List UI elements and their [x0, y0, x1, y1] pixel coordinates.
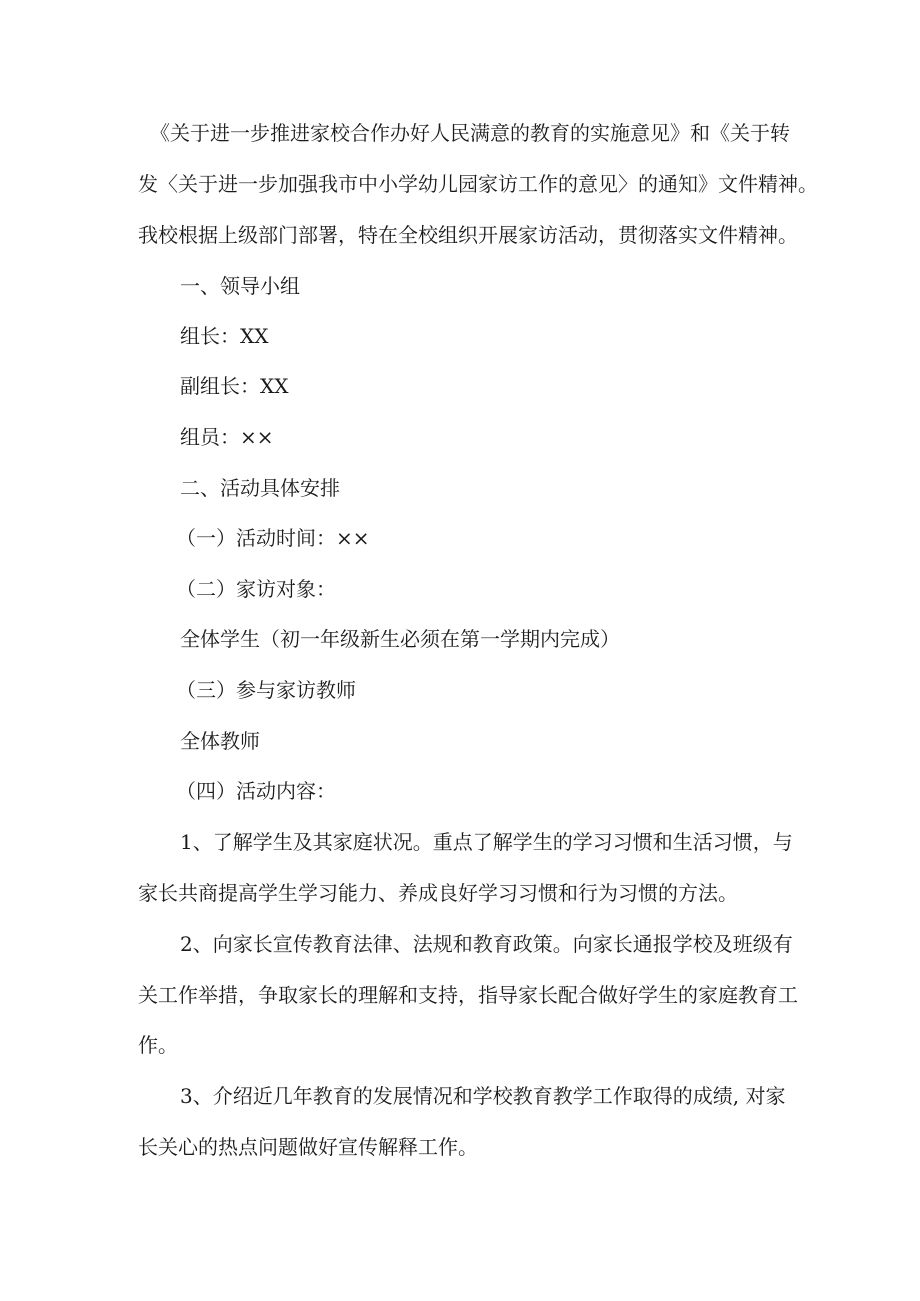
leader-line: 组长：XX [180, 324, 269, 348]
teachers-heading: （三）参与家访教师 [176, 678, 356, 702]
item1-line-1: 1、了解学生及其家庭状况。重点了解学生的学习习惯和生活习惯，与 [180, 830, 793, 854]
deputy-leader-line: 副组长：XX [180, 374, 289, 398]
section-heading-leadership: 一、领导小组 [180, 274, 300, 298]
item2-line-2: 关工作举措，争取家长的理解和支持，指导家长配合做好学生的家庭教育工 [138, 983, 798, 1007]
item3-line-1: 3、介绍近几年教育的发展情况和学校教育教学工作取得的成绩, 对家 [180, 1084, 786, 1108]
item1-line-2: 家长共商提高学生学习能力、养成良好学习习惯和行为习惯的方法。 [138, 881, 738, 905]
item2-line-1: 2、向家长宣传教育法律、法规和教育政策。向家长通报学校及班级有 [180, 932, 793, 956]
activity-time-line: （一）活动时间：×× [176, 526, 370, 550]
activity-content-heading: （四）活动内容： [176, 779, 336, 803]
intro-line-2: 发〈关于进一步加强我市中小学幼儿园家访工作的意见〉的通知》文件精神。 [138, 172, 818, 196]
intro-line-3: 我校根据上级部门部署，特在全校组织开展家访活动，贯彻落实文件精神。 [138, 223, 798, 247]
section-heading-arrangement: 二、活动具体安排 [180, 476, 340, 500]
item3-line-2: 长关心的热点问题做好宣传解释工作。 [138, 1135, 478, 1159]
visit-target-line: 全体学生（初一年级新生必须在第一学期内完成） [180, 627, 620, 651]
item2-line-3: 作。 [138, 1033, 178, 1057]
members-line: 组员：×× [180, 425, 274, 449]
visit-target-heading: （二）家访对象： [176, 577, 336, 601]
teachers-line: 全体教师 [180, 729, 260, 753]
intro-line-1: 《关于进一步推进家校合作办好人民满意的教育的实施意见》和《关于转 [150, 121, 790, 145]
